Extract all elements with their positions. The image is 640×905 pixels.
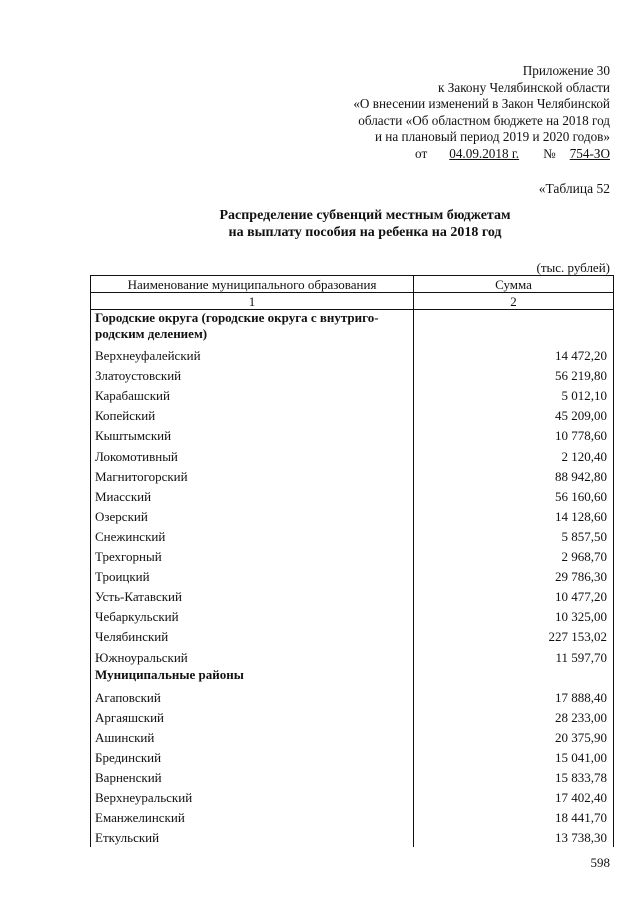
table-row xyxy=(91,606,614,626)
table-row xyxy=(91,486,614,506)
table-row xyxy=(91,626,614,646)
table-row xyxy=(91,405,614,425)
group-heading xyxy=(91,310,414,346)
appendix-header xyxy=(353,63,610,162)
column-number-row xyxy=(91,293,614,310)
municipality-name: Локомотивный xyxy=(91,445,414,465)
table-body xyxy=(91,310,614,848)
appendix-line: Приложение 30 xyxy=(522,63,610,78)
table-row xyxy=(91,506,614,526)
amount-cell: 10 778,60 xyxy=(414,425,614,445)
municipality-name: Усть-Катавский xyxy=(91,586,414,606)
title-line: Распределение субвенций местным бюджетам xyxy=(219,208,511,223)
amount-cell: 14 128,60 xyxy=(414,506,614,526)
group-row xyxy=(91,667,614,687)
table-row xyxy=(91,546,614,566)
group-heading-line: Городские округа (городские округа с внутриго- xyxy=(95,310,379,325)
amount-cell: 2 120,40 xyxy=(414,445,614,465)
municipality-name: Кыштымский xyxy=(91,425,414,445)
table-row xyxy=(91,586,614,606)
group-amount xyxy=(414,667,614,687)
table-row xyxy=(91,747,614,767)
table-row xyxy=(91,707,614,727)
amount-cell: 28 233,00 xyxy=(414,707,614,727)
municipality-name: Златоустовский xyxy=(91,365,414,385)
amount-cell: 17 402,40 xyxy=(414,787,614,807)
title-line: на выплату пособия на ребенка на 2018 год xyxy=(228,225,502,240)
municipality-name: Магнитогорский xyxy=(91,466,414,486)
table-row xyxy=(91,827,614,847)
column-header-amount: Сумма xyxy=(414,276,614,293)
municipality-name: Карабашский xyxy=(91,385,414,405)
group-heading: Муниципальные районы xyxy=(91,667,414,687)
amount-cell: 17 888,40 xyxy=(414,687,614,707)
amount-cell: 14 472,20 xyxy=(414,345,614,365)
municipality-name: Варненский xyxy=(91,767,414,787)
municipality-name: Миасский xyxy=(91,486,414,506)
municipality-name: Еманжелинский xyxy=(91,807,414,827)
law-date-line xyxy=(353,146,610,163)
municipality-name: Челябинский xyxy=(91,626,414,646)
table-row xyxy=(91,365,614,385)
table-row xyxy=(91,767,614,787)
municipality-name: Аргаяшский xyxy=(91,707,414,727)
amount-cell: 5 012,10 xyxy=(414,385,614,405)
table-row xyxy=(91,687,614,707)
date-prefix: от xyxy=(415,145,428,161)
amount-cell: 10 325,00 xyxy=(414,606,614,626)
municipality-name: Копейский xyxy=(91,405,414,425)
amount-cell: 56 219,80 xyxy=(414,365,614,385)
municipality-name: Озерский xyxy=(91,506,414,526)
amount-cell: 10 477,20 xyxy=(414,586,614,606)
table-row xyxy=(91,787,614,807)
table-row xyxy=(91,345,614,365)
municipality-name: Еткульский xyxy=(91,827,414,847)
municipality-name: Трехгорный xyxy=(91,546,414,566)
municipality-name: Чебаркульский xyxy=(91,606,414,626)
subsidy-table xyxy=(90,275,614,847)
municipality-name: Троицкий xyxy=(91,566,414,586)
table-row xyxy=(91,646,614,666)
column-number: 1 xyxy=(91,293,414,310)
column-header-name: Наименование муниципального образования xyxy=(91,276,414,293)
appendix-line: «О внесении изменений в Закон Челябинской xyxy=(353,96,610,111)
appendix-line: к Закону Челябинской области xyxy=(438,79,610,95)
page-number: 598 xyxy=(590,855,610,870)
amount-cell: 227 153,02 xyxy=(414,626,614,646)
amount-cell: 88 942,80 xyxy=(414,466,614,486)
amount-cell: 5 857,50 xyxy=(414,526,614,546)
document-title xyxy=(90,207,610,241)
amount-cell: 15 833,78 xyxy=(414,767,614,787)
table-row xyxy=(91,466,614,486)
municipality-name: Брединский xyxy=(91,747,414,767)
municipality-name: Южноуральский xyxy=(91,646,414,666)
table-row xyxy=(91,526,614,546)
table-number: «Таблица 52 xyxy=(538,181,610,196)
group-heading-line: родским делением) xyxy=(95,326,208,341)
table-row xyxy=(91,445,614,465)
column-number: 2 xyxy=(414,293,614,310)
units-note: (тыс. рублей) xyxy=(536,260,610,275)
amount-cell: 29 786,30 xyxy=(414,566,614,586)
law-date: 04.09.2018 г. xyxy=(449,145,520,161)
group-amount xyxy=(414,310,614,346)
appendix-line: и на плановый период 2019 и 2020 годов» xyxy=(374,129,610,144)
table-row xyxy=(91,727,614,747)
table-row xyxy=(91,385,614,405)
municipality-name: Агаповский xyxy=(91,687,414,707)
table-row xyxy=(91,807,614,827)
municipality-name: Верхнеуфалейский xyxy=(91,345,414,365)
amount-cell: 13 738,30 xyxy=(414,827,614,847)
appendix-line: области «Об областном бюджете на 2018 год xyxy=(358,112,610,128)
amount-cell: 2 968,70 xyxy=(414,546,614,566)
number-sign: № xyxy=(543,145,556,161)
group-row xyxy=(91,310,614,346)
amount-cell: 45 209,00 xyxy=(414,405,614,425)
law-number: 754-ЗО xyxy=(569,145,610,161)
header-row xyxy=(91,276,614,293)
table-row xyxy=(91,425,614,445)
municipality-name: Снежинский xyxy=(91,526,414,546)
municipality-name: Ашинский xyxy=(91,727,414,747)
municipality-name: Верхнеуральский xyxy=(91,787,414,807)
amount-cell: 20 375,90 xyxy=(414,727,614,747)
amount-cell: 11 597,70 xyxy=(414,646,614,666)
amount-cell: 18 441,70 xyxy=(414,807,614,827)
amount-cell: 56 160,60 xyxy=(414,486,614,506)
amount-cell: 15 041,00 xyxy=(414,747,614,767)
table-row xyxy=(91,566,614,586)
